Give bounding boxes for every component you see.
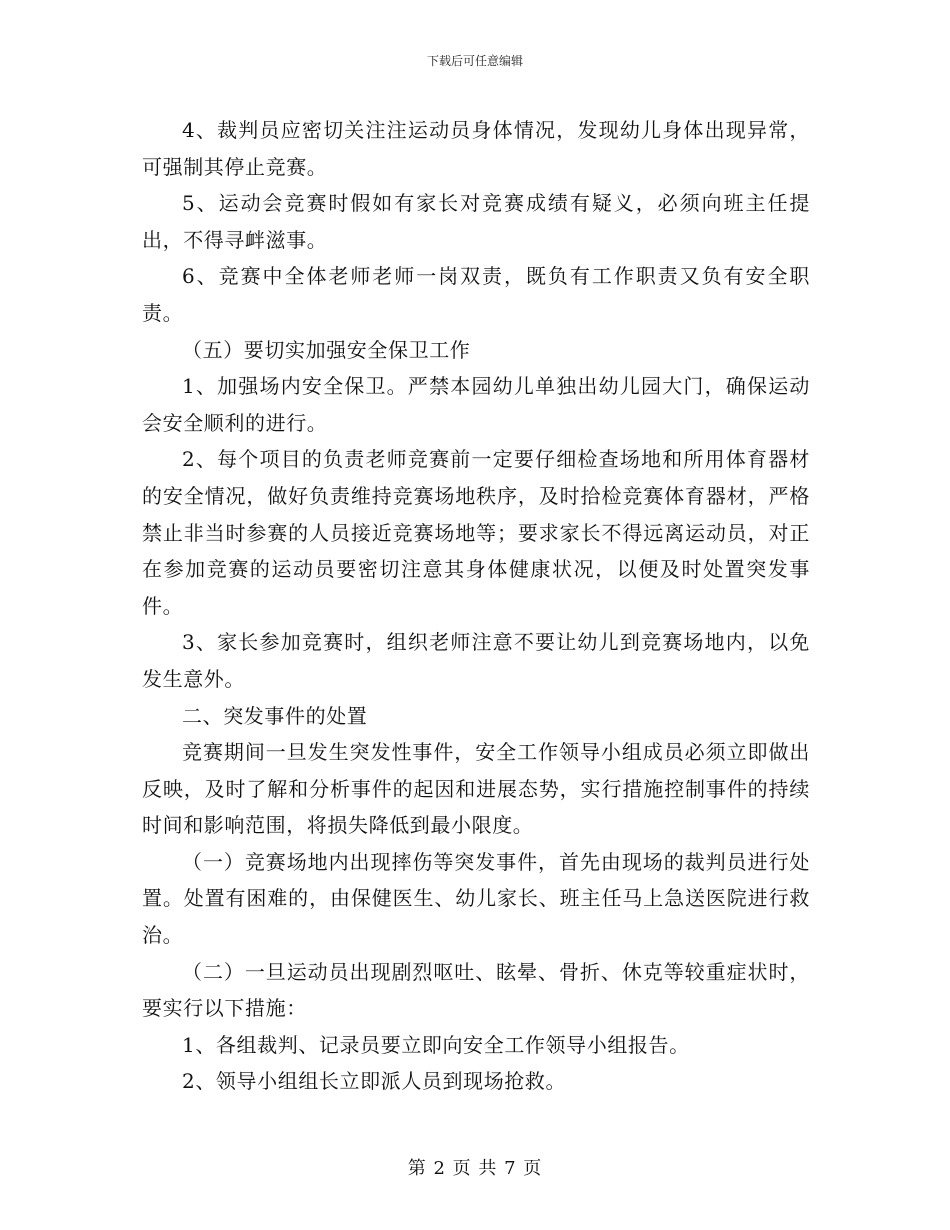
paragraph-item-6: 6、竞赛中全体老师老师一岗双责，既负有工作职责又负有安全职责。 bbox=[142, 264, 810, 325]
document-body bbox=[142, 112, 810, 1100]
paragraph-emergency-1: （一）竞赛场地内出现摔伤等突发事件，首先由现场的裁判员进行处置。处置有困难的，由保健医生、幼儿家长、班主任马上急送医院进行救治。 bbox=[142, 849, 810, 948]
paragraph-security-3: 3、家长参加竞赛时，组织老师注意不要让幼儿到竞赛场地内，以免发生意外。 bbox=[142, 630, 810, 691]
paragraph-measure-2: 2、领导小组组长立即派人员到现场抢救。 bbox=[182, 1069, 567, 1094]
paragraph-emergency-intro: 竞赛期间一旦发生突发性事件，安全工作领导小组成员必须立即做出反映，及时了解和分析事件的起因和进展态势，实行措施控制事件的持续时间和影响范围，将损失降低到最小限度。 bbox=[142, 740, 810, 838]
paragraph-measure-1: 1、各组裁判、记录员要立即向安全工作领导小组报告。 bbox=[182, 1032, 690, 1057]
paragraph-item-4: 4、裁判员应密切关注注运动员身体情况，发现幼儿身体出现异常，可强制其停止竞赛。 bbox=[142, 118, 810, 179]
section-heading-5: （五）要切实加强安全保卫工作 bbox=[182, 337, 471, 362]
paragraph-item-5: 5、运动会竞赛时假如有家长对竞赛成绩有疑义，必须向班主任提出，不得寻衅滋事。 bbox=[142, 191, 810, 252]
paragraph-security-2: 2、每个项目的负责老师竞赛前一定要仔细检查场地和所用体育器材的安全情况，做好负责维持竞赛场地秩序，及时拾检竞赛体育器材，严格禁止非当时参赛的人员接近竞赛场地等；要求家长不得远离运动员，对正在参加竞赛的运动员要密切注意其身体健康状况，以便及时处置突发事件。 bbox=[142, 447, 810, 618]
paragraph-emergency-2: （二）一旦运动员出现剧烈呕吐、眩晕、骨折、休克等较重症状时，要实行以下措施： bbox=[142, 959, 810, 1021]
page-header-note: 下载后可任意编辑 bbox=[426, 54, 523, 68]
section-heading-emergency: 二、突发事件的处置 bbox=[182, 703, 368, 728]
page-number-footer: 第 2 页 共 7 页 bbox=[407, 1158, 543, 1179]
paragraph-security-1: 1、加强场内安全保卫。严禁本园幼儿单独出幼儿园大门，确保运动会安全顺利的进行。 bbox=[142, 374, 810, 435]
